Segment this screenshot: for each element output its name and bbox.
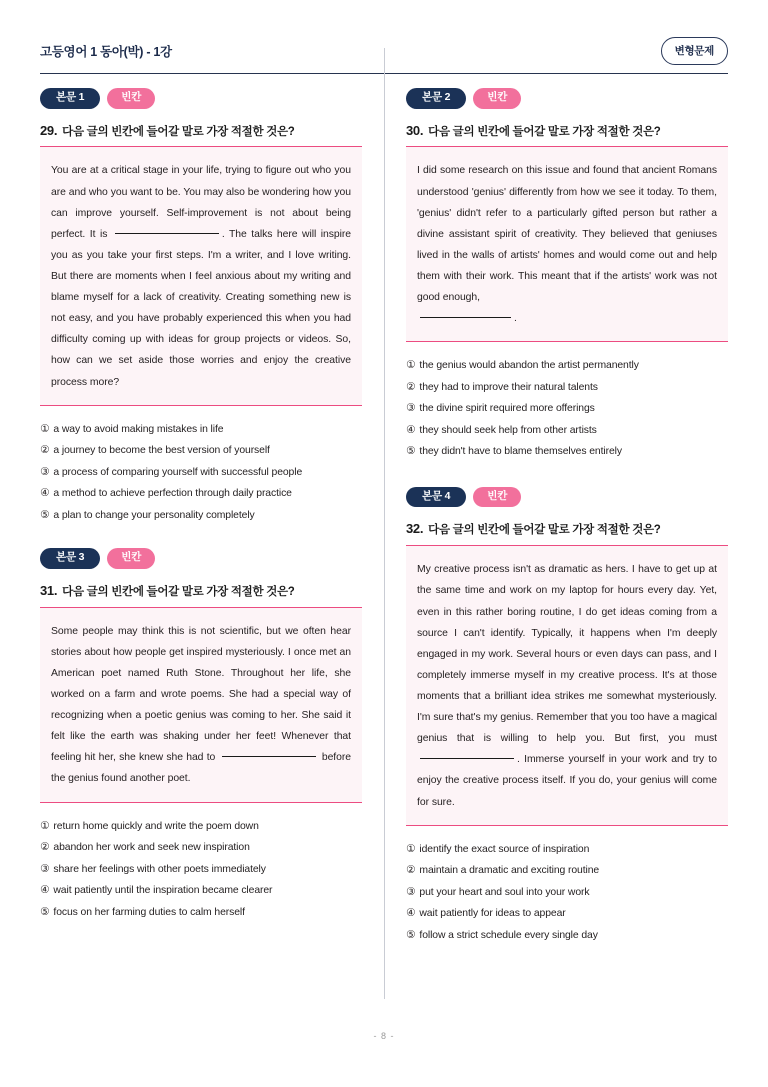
- question-block-31: [40, 548, 362, 923]
- question-number-30: 30.: [406, 122, 424, 138]
- choice-item[interactable]: [40, 505, 362, 527]
- choice-label: wait patiently until the inspiration became clearer: [53, 885, 273, 897]
- choice-label: the genius would abandon the artist permanently: [419, 360, 639, 372]
- choice-item[interactable]: [406, 882, 728, 904]
- choice-label: share her feelings with other poets immediately: [53, 863, 266, 875]
- passage-tag-32: 본문 4: [406, 487, 466, 508]
- passage-text-31-part2: before the genius found another poet.: [51, 752, 351, 785]
- passage-tag-31: 본문 3: [40, 548, 100, 569]
- choice-label: maintain a dramatic and exciting routine: [419, 865, 600, 877]
- question-heading-29: [40, 123, 362, 140]
- choice-label: a plan to change your personality completely: [53, 509, 255, 521]
- choice-label: a method to achieve perfection through daily practice: [53, 488, 292, 500]
- passage-text-32-part2: . Immerse yourself in your work and try to enjoy the creative process itself. If you do, your genius will come for sure.: [417, 754, 717, 808]
- choice-marker: ①: [40, 819, 50, 832]
- question-block-30: [406, 88, 728, 463]
- passage-box-30: [406, 146, 728, 342]
- choice-item[interactable]: [406, 860, 728, 882]
- choice-marker: ④: [40, 884, 50, 897]
- choice-list-31: [40, 816, 362, 924]
- choice-marker: ②: [40, 444, 50, 457]
- passage-text-32-part1: My creative process isn't as dramatic as hers. I have to get up at the same time and work on my laptop for hours every day. Yet, even in this rather boring routine, I do get ideas coming from a source I can't identify. Typically, it happens when I'm deeply engaged in my work. Several hours or even days can pass, and I completely immerse myself in my creative process. It's at those moments that a brilliant idea strikes me somewhat mysteriously. I'm sure that's my genius. Remember that you too have a magical genius that is willing to help you. But first, you must: [417, 564, 717, 745]
- type-tag-30: 빈칸: [473, 88, 521, 109]
- choice-label: identify the exact source of inspiration: [419, 843, 590, 855]
- blank-underline-30: [420, 317, 511, 318]
- choice-item[interactable]: [40, 419, 362, 441]
- choice-item[interactable]: [40, 880, 362, 902]
- choice-item[interactable]: [40, 462, 362, 484]
- choice-label: focus on her farming duties to calm herself: [53, 906, 245, 918]
- question-heading-31: [40, 583, 362, 600]
- choice-item[interactable]: [406, 441, 728, 463]
- choice-marker: ①: [406, 359, 416, 372]
- choice-marker: ②: [40, 841, 50, 854]
- choice-label: a journey to become the best version of yourself: [53, 445, 270, 457]
- choice-marker: ⑤: [406, 445, 416, 458]
- choice-marker: ③: [406, 885, 416, 898]
- left-column: [40, 88, 384, 1026]
- book-title: 고등영어 1 동아(박) - 1강: [40, 45, 172, 59]
- choice-list-29: [40, 419, 362, 527]
- passage-text-30-part1: I did some research on this issue and found that ancient Romans understood 'genius' differently from how we see it today. To them, 'genius' didn't refer to a particularly gifted person but rather a divine assistant spirit of creativity. They believed that geniuses lived in the walls of artists' homes and would come out and help them with their work. This meant that if the artists' work was not good enough,: [417, 165, 717, 304]
- choice-marker: ①: [40, 422, 50, 435]
- question-number-29: 29.: [40, 122, 58, 138]
- block-spacer: [406, 463, 728, 487]
- variant-problem-chip: 변형문제: [661, 37, 728, 65]
- choice-item[interactable]: [406, 903, 728, 925]
- choice-item[interactable]: [406, 398, 728, 420]
- choice-label: a process of comparing yourself with successful people: [53, 466, 303, 478]
- choice-label: the divine spirit required more offerings: [419, 403, 595, 415]
- question-number-31: 31.: [40, 582, 58, 598]
- choice-marker: ③: [406, 402, 416, 415]
- choice-marker: ④: [406, 423, 416, 436]
- choice-item[interactable]: [40, 902, 362, 924]
- choice-label: a way to avoid making mistakes in life: [53, 423, 224, 435]
- choice-marker: ②: [406, 864, 416, 877]
- choice-item[interactable]: [406, 925, 728, 947]
- question-prompt-30: 다음 글의 빈칸에 들어갈 말로 가장 적절한 것은?: [428, 125, 661, 138]
- choice-label: they should seek help from other artists: [419, 424, 597, 436]
- tag-row-30: [406, 88, 728, 109]
- type-tag-32: 빈칸: [473, 487, 521, 508]
- choice-marker: ⑤: [40, 508, 50, 521]
- passage-text-29-part2: . The talks here will inspire you as you take your first steps. I'm a writer, and I love writing. But there are moments when I feel anxious about my writing and blame myself for a lack of creativity. Creating something new is not easy, and you have probably experienced this when you had difficulty coming up with ideas for group projects or videos. So, how can we set aside those worries and enjoy the creative process more?: [51, 228, 351, 388]
- tag-row-31: [40, 548, 362, 569]
- passage-text-30-part2: .: [514, 313, 517, 325]
- question-block-29: [40, 88, 362, 526]
- choice-label: return home quickly and write the poem down: [53, 820, 259, 832]
- question-prompt-29: 다음 글의 빈칸에 들어갈 말로 가장 적절한 것은?: [62, 125, 295, 138]
- type-tag-29: 빈칸: [107, 88, 155, 109]
- tag-row-29: [40, 88, 362, 109]
- choice-marker: ②: [406, 380, 416, 393]
- question-number-32: 32.: [406, 521, 424, 537]
- choice-list-32: [406, 839, 728, 947]
- passage-box-29: [40, 146, 362, 405]
- question-heading-30: [406, 123, 728, 140]
- choice-label: abandon her work and seek new inspiration: [53, 842, 250, 854]
- choice-marker: ④: [40, 487, 50, 500]
- two-column-body: [40, 88, 728, 1026]
- passage-box-31: [40, 607, 362, 803]
- choice-label: follow a strict schedule every single day: [419, 929, 598, 941]
- question-prompt-32: 다음 글의 빈칸에 들어갈 말로 가장 적절한 것은?: [428, 524, 661, 537]
- choice-label: they had to improve their natural talents: [419, 381, 598, 393]
- question-block-32: [406, 487, 728, 946]
- choice-marker: ③: [40, 862, 50, 875]
- blank-underline-32: [420, 758, 514, 759]
- choice-item[interactable]: [406, 377, 728, 399]
- choice-marker: ④: [406, 907, 416, 920]
- choice-marker: ③: [40, 465, 50, 478]
- question-heading-32: [406, 521, 728, 538]
- choice-item[interactable]: [406, 839, 728, 861]
- type-tag-31: 빈칸: [107, 548, 155, 569]
- choice-label: put your heart and soul into your work: [419, 886, 590, 898]
- choice-label: wait patiently for ideas to appear: [419, 908, 566, 920]
- choice-item[interactable]: [40, 816, 362, 838]
- choice-item[interactable]: [40, 483, 362, 505]
- choice-item[interactable]: [40, 859, 362, 881]
- choice-list-30: [406, 355, 728, 463]
- passage-box-32: [406, 545, 728, 825]
- choice-item[interactable]: [406, 420, 728, 442]
- blank-underline-29: [115, 233, 219, 234]
- choice-item[interactable]: [40, 440, 362, 462]
- choice-label: they didn't have to blame themselves entirely: [419, 446, 622, 458]
- passage-tag-29: 본문 1: [40, 88, 100, 109]
- tag-row-32: [406, 487, 728, 508]
- passage-text-29-part1: You are at a critical stage in your life, trying to figure out who you are and who you want to be. You may also be wondering how you can improve yourself. Self-improvement is not about being perfect. It is: [51, 165, 351, 240]
- choice-item[interactable]: [40, 837, 362, 859]
- passage-text-31-part1: Some people may think this is not scientific, but we often hear stories about how people get inspired mysteriously. I once met an American poet named Ruth Stone. Throughout her life, she worked on a farm and wrote poems. She had a special way of recognizing when a poetic genius was coming to her. She said it felt like the earth was shaking under her feet! Whenever that feeling hit her, she knew she had to: [51, 625, 351, 764]
- blank-underline-31: [222, 756, 316, 757]
- choice-marker: ⑤: [40, 905, 50, 918]
- block-spacer: [40, 526, 362, 548]
- question-prompt-31: 다음 글의 빈칸에 들어갈 말로 가장 적절한 것은?: [62, 585, 295, 598]
- choice-marker: ⑤: [406, 928, 416, 941]
- right-column: [384, 88, 728, 1026]
- choice-item[interactable]: [406, 355, 728, 377]
- page-content: [40, 34, 728, 1047]
- choice-marker: ①: [406, 842, 416, 855]
- passage-tag-30: 본문 2: [406, 88, 466, 109]
- page-footer: - 8 -: [373, 1031, 395, 1041]
